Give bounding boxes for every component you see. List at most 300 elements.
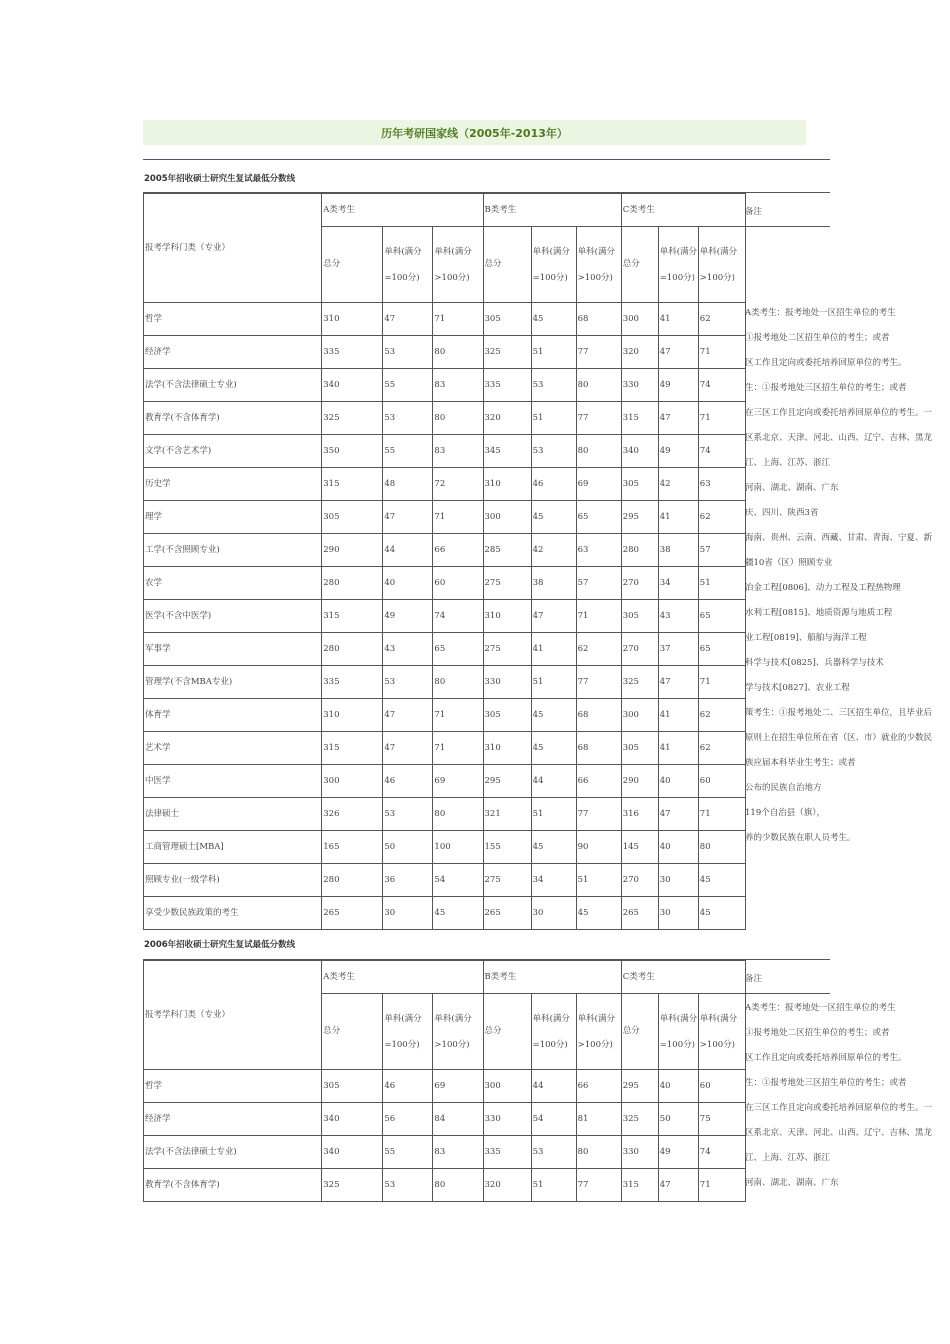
total-header-a: 总分 — [322, 994, 383, 1070]
score-cell: 53 — [383, 1169, 433, 1202]
score-cell: 47 — [383, 732, 433, 765]
score-cell: 325 — [322, 1169, 383, 1202]
score-cell: 310 — [322, 303, 383, 336]
subject-cell: 军事学 — [144, 633, 322, 666]
group-c-header: C类考生 — [621, 961, 745, 994]
score-cell: 280 — [322, 864, 383, 897]
table-row — [144, 897, 746, 930]
score-cell: 75 — [698, 1103, 745, 1136]
score-cell: 71 — [433, 732, 483, 765]
score-cell: 60 — [433, 567, 483, 600]
subject-cell: 文学(不含艺术学) — [144, 435, 322, 468]
score-cell: 50 — [658, 1103, 698, 1136]
score-cell: 47 — [383, 699, 433, 732]
table-row — [144, 402, 746, 435]
score-cell: 350 — [322, 435, 383, 468]
total-header-c: 总分 — [621, 227, 658, 303]
score-cell: 72 — [433, 468, 483, 501]
subject-cell: 法律硕士 — [144, 798, 322, 831]
score-cell: 62 — [698, 732, 745, 765]
score-cell: 41 — [531, 633, 576, 666]
score-cell: 295 — [483, 765, 531, 798]
score-cell: 51 — [698, 567, 745, 600]
score-cell: 310 — [322, 699, 383, 732]
score-cell: 290 — [621, 765, 658, 798]
score-cell: 51 — [576, 864, 621, 897]
table-row — [144, 831, 746, 864]
score-cell: 71 — [698, 1169, 745, 1202]
score-cell: 316 — [621, 798, 658, 831]
score-cell: 66 — [576, 765, 621, 798]
score-cell: 42 — [531, 534, 576, 567]
score-cell: 305 — [621, 732, 658, 765]
table-row — [144, 303, 746, 336]
score-cell: 50 — [383, 831, 433, 864]
score-cell: 49 — [383, 600, 433, 633]
score-cell: 305 — [322, 501, 383, 534]
single-over-100-header-a: 单科(满分>100分) — [433, 227, 483, 303]
score-cell: 45 — [531, 831, 576, 864]
table-row — [144, 567, 746, 600]
score-cell: 270 — [621, 864, 658, 897]
remark-line: 策考生：①报考地处二、三区招生单位，且毕业后 — [745, 708, 933, 718]
score-cell: 43 — [383, 633, 433, 666]
subject-cell: 中医学 — [144, 765, 322, 798]
score-cell: 69 — [433, 1070, 483, 1103]
score-cell: 34 — [531, 864, 576, 897]
score-cell: 71 — [698, 666, 745, 699]
score-cell: 51 — [531, 798, 576, 831]
score-cell: 30 — [531, 897, 576, 930]
table-row — [144, 369, 746, 402]
score-cell: 53 — [383, 798, 433, 831]
single-over-100-header-c: 单科(满分>100分) — [698, 227, 745, 303]
score-cell: 30 — [383, 897, 433, 930]
score-cell: 74 — [698, 435, 745, 468]
score-cell: 74 — [698, 369, 745, 402]
subject-cell: 哲学 — [144, 1070, 322, 1103]
remark-line: 区系北京、天津、河北、山西、辽宁、吉林、黑龙 — [745, 1128, 933, 1138]
group-b-header: B类考生 — [483, 961, 621, 994]
score-cell: 305 — [483, 699, 531, 732]
score-cell: 270 — [621, 633, 658, 666]
score-cell: 41 — [658, 699, 698, 732]
score-cell: 49 — [658, 1136, 698, 1169]
score-cell: 80 — [433, 402, 483, 435]
table-top-rule — [143, 159, 830, 160]
score-cell: 53 — [383, 336, 433, 369]
score-cell: 53 — [383, 666, 433, 699]
score-cell: 71 — [433, 699, 483, 732]
score-table-2006 — [143, 960, 746, 1202]
score-cell: 66 — [433, 534, 483, 567]
score-cell: 47 — [658, 336, 698, 369]
group-c-header: C类考生 — [621, 194, 745, 227]
score-cell: 155 — [483, 831, 531, 864]
score-cell: 74 — [698, 1136, 745, 1169]
score-cell: 77 — [576, 798, 621, 831]
score-cell: 265 — [621, 897, 658, 930]
remark-line: 区工作且定向或委托培养回原单位的考生。 — [745, 358, 907, 368]
subject-cell: 体育学 — [144, 699, 322, 732]
subject-cell: 工商管理硕士[MBA] — [144, 831, 322, 864]
table-row — [144, 798, 746, 831]
remark-line: 区工作且定向或委托培养回原单位的考生。 — [745, 1053, 907, 1063]
table-row — [144, 336, 746, 369]
score-cell: 77 — [576, 336, 621, 369]
single-over-100-header-c: 单科(满分>100分) — [698, 994, 745, 1070]
score-cell: 46 — [383, 765, 433, 798]
score-cell: 55 — [383, 435, 433, 468]
score-cell: 345 — [483, 435, 531, 468]
score-cell: 320 — [621, 336, 658, 369]
score-cell: 53 — [531, 1136, 576, 1169]
single-100-header-b: 单科(满分=100分) — [531, 227, 576, 303]
score-cell: 40 — [383, 567, 433, 600]
score-cell: 321 — [483, 798, 531, 831]
single-100-header-a: 单科(满分=100分) — [383, 227, 433, 303]
single-100-header-c: 单科(满分=100分) — [658, 994, 698, 1070]
score-cell: 41 — [658, 501, 698, 534]
score-cell: 47 — [658, 402, 698, 435]
remarks-2006 — [745, 996, 950, 1196]
score-cell: 49 — [658, 435, 698, 468]
remark-line: A类考生：报考地处一区招生单位的考生 — [745, 1003, 896, 1013]
score-cell: 265 — [483, 897, 531, 930]
score-cell: 305 — [621, 468, 658, 501]
subject-cell: 经济学 — [144, 1103, 322, 1136]
score-cell: 80 — [576, 1136, 621, 1169]
score-cell: 325 — [483, 336, 531, 369]
score-cell: 80 — [576, 369, 621, 402]
table-row — [144, 1169, 746, 1202]
score-cell: 100 — [433, 831, 483, 864]
score-cell: 46 — [531, 468, 576, 501]
score-cell: 47 — [658, 798, 698, 831]
score-cell: 47 — [383, 303, 433, 336]
page-title: 历年考研国家线（2005年-2013年） — [143, 120, 806, 145]
score-cell: 77 — [576, 1169, 621, 1202]
score-cell: 69 — [433, 765, 483, 798]
score-cell: 74 — [433, 600, 483, 633]
remark-line: ①报考地处二区招生单位的考生；或者 — [745, 333, 890, 343]
score-cell: 71 — [698, 336, 745, 369]
section-title-2005: 2005年招收硕士研究生复试最低分数线 — [144, 174, 296, 184]
single-100-header-c: 单科(满分=100分) — [658, 227, 698, 303]
table-row — [144, 765, 746, 798]
remark-header: 备注 — [745, 207, 763, 217]
score-cell: 81 — [576, 1103, 621, 1136]
score-cell: 30 — [658, 897, 698, 930]
subject-cell: 享受少数民族政策的考生 — [144, 897, 322, 930]
score-cell: 45 — [531, 699, 576, 732]
table-row — [144, 864, 746, 897]
subject-cell: 历史学 — [144, 468, 322, 501]
score-cell: 40 — [658, 765, 698, 798]
score-cell: 68 — [576, 732, 621, 765]
score-cell: 60 — [698, 765, 745, 798]
score-cell: 330 — [483, 1103, 531, 1136]
subject-cell: 法学(不含法律硕士专业) — [144, 1136, 322, 1169]
score-cell: 40 — [658, 1070, 698, 1103]
score-cell: 57 — [576, 567, 621, 600]
score-cell: 295 — [621, 1070, 658, 1103]
score-cell: 44 — [383, 534, 433, 567]
score-cell: 310 — [483, 468, 531, 501]
score-cell: 310 — [483, 732, 531, 765]
score-cell: 48 — [383, 468, 433, 501]
score-cell: 80 — [576, 435, 621, 468]
single-over-100-header-a: 单科(满分>100分) — [433, 994, 483, 1070]
score-cell: 53 — [531, 435, 576, 468]
table-row — [144, 468, 746, 501]
score-cell: 270 — [621, 567, 658, 600]
score-cell: 77 — [576, 402, 621, 435]
table-row — [144, 633, 746, 666]
score-cell: 36 — [383, 864, 433, 897]
score-cell: 71 — [698, 402, 745, 435]
remark-line: 江、上海、江苏、浙江 — [745, 1153, 831, 1163]
score-cell: 62 — [576, 633, 621, 666]
remark-line: 水利工程[0815]、地质资源与地质工程 — [745, 608, 893, 618]
score-cell: 62 — [698, 501, 745, 534]
subject-cell: 管理学(不含MBA专业) — [144, 666, 322, 699]
remark-line: 科学与技术[0825]、兵器科学与技术 — [745, 658, 884, 668]
score-cell: 54 — [531, 1103, 576, 1136]
table-row — [144, 1070, 746, 1103]
score-cell: 335 — [322, 666, 383, 699]
score-cell: 90 — [576, 831, 621, 864]
score-cell: 305 — [322, 1070, 383, 1103]
score-cell: 71 — [698, 798, 745, 831]
subject-cell: 艺术学 — [144, 732, 322, 765]
subject-cell: 教育学(不含体育学) — [144, 402, 322, 435]
score-cell: 315 — [322, 600, 383, 633]
score-cell: 47 — [658, 1169, 698, 1202]
score-cell: 65 — [576, 501, 621, 534]
score-cell: 56 — [383, 1103, 433, 1136]
score-cell: 44 — [531, 1070, 576, 1103]
score-cell: 71 — [433, 303, 483, 336]
score-cell: 315 — [621, 402, 658, 435]
score-cell: 315 — [322, 732, 383, 765]
score-cell: 320 — [483, 1169, 531, 1202]
score-cell: 47 — [383, 501, 433, 534]
remark-line: 在三区工作且定向或委托培养回原单位的考生。一 — [745, 1103, 933, 1113]
score-cell: 51 — [531, 666, 576, 699]
score-cell: 45 — [698, 897, 745, 930]
remarks-2005 — [745, 301, 950, 851]
remark-line: A类考生：报考地处一区招生单位的考生 — [745, 308, 896, 318]
score-cell: 300 — [483, 501, 531, 534]
remark-line: 区系北京、天津、河北、山西、辽宁、吉林、黑龙 — [745, 433, 933, 443]
remark-line: 养的少数民族在职人员考生。 — [745, 833, 856, 843]
table-row — [144, 732, 746, 765]
score-cell: 80 — [698, 831, 745, 864]
score-cell: 47 — [531, 600, 576, 633]
score-cell: 71 — [576, 600, 621, 633]
score-cell: 280 — [322, 567, 383, 600]
score-cell: 290 — [322, 534, 383, 567]
score-cell: 340 — [322, 1103, 383, 1136]
group-b-header: B类考生 — [483, 194, 621, 227]
subject-cell: 照顾专业(一级学科) — [144, 864, 322, 897]
score-cell: 41 — [658, 732, 698, 765]
score-cell: 280 — [621, 534, 658, 567]
score-cell: 275 — [483, 864, 531, 897]
score-cell: 53 — [531, 369, 576, 402]
score-cell: 80 — [433, 1169, 483, 1202]
remark-line: 原则上在招生单位所在省（区、市）就业的少数民 — [745, 733, 933, 743]
score-cell: 63 — [698, 468, 745, 501]
score-cell: 38 — [531, 567, 576, 600]
score-cell: 330 — [483, 666, 531, 699]
score-cell: 46 — [383, 1070, 433, 1103]
score-cell: 145 — [621, 831, 658, 864]
subject-cell: 工学(不含照顾专业) — [144, 534, 322, 567]
subject-cell: 理学 — [144, 501, 322, 534]
score-cell: 326 — [322, 798, 383, 831]
score-cell: 83 — [433, 369, 483, 402]
score-cell: 300 — [621, 303, 658, 336]
total-header-b: 总分 — [483, 994, 531, 1070]
subject-cell: 经济学 — [144, 336, 322, 369]
score-cell: 335 — [322, 336, 383, 369]
score-cell: 68 — [576, 303, 621, 336]
single-100-header-b: 单科(满分=100分) — [531, 994, 576, 1070]
remark-line: ①报考地处二区招生单位的考生；或者 — [745, 1028, 890, 1038]
score-cell: 45 — [531, 732, 576, 765]
subject-cell: 农学 — [144, 567, 322, 600]
score-cell: 295 — [621, 501, 658, 534]
score-cell: 335 — [483, 369, 531, 402]
score-cell: 335 — [483, 1136, 531, 1169]
group-a-header: A类考生 — [322, 194, 483, 227]
group-a-header: A类考生 — [322, 961, 483, 994]
score-cell: 330 — [621, 369, 658, 402]
score-cell: 43 — [658, 600, 698, 633]
score-cell: 63 — [576, 534, 621, 567]
score-cell: 53 — [383, 402, 433, 435]
remark-header: 备注 — [745, 974, 763, 984]
remark-line: 公布的民族自治地方 — [745, 783, 822, 793]
score-cell: 300 — [483, 1070, 531, 1103]
score-cell: 65 — [433, 633, 483, 666]
subject-cell: 教育学(不含体育学) — [144, 1169, 322, 1202]
score-cell: 275 — [483, 567, 531, 600]
score-cell: 77 — [576, 666, 621, 699]
score-cell: 62 — [698, 303, 745, 336]
score-cell: 330 — [621, 1136, 658, 1169]
score-cell: 47 — [658, 666, 698, 699]
score-cell: 68 — [576, 699, 621, 732]
score-cell: 45 — [433, 897, 483, 930]
score-cell: 55 — [383, 369, 433, 402]
score-table-2005 — [143, 193, 746, 930]
remark-line: 族应届本科毕业生考生；或者 — [745, 758, 856, 768]
score-cell: 300 — [621, 699, 658, 732]
score-cell: 280 — [322, 633, 383, 666]
remark-line: 119个自治县（旗）， — [745, 808, 825, 818]
score-cell: 38 — [658, 534, 698, 567]
score-cell: 65 — [698, 600, 745, 633]
score-cell: 305 — [621, 600, 658, 633]
subject-header: 报考学科门类（专业） — [144, 194, 322, 303]
score-cell: 51 — [531, 336, 576, 369]
remark-rule — [745, 993, 830, 994]
remark-line: 海南、贵州、云南、西藏、甘肃、青海、宁夏、新 — [745, 533, 933, 543]
score-cell: 34 — [658, 567, 698, 600]
score-cell: 80 — [433, 666, 483, 699]
score-cell: 57 — [698, 534, 745, 567]
score-cell: 285 — [483, 534, 531, 567]
subject-header: 报考学科门类（专业） — [144, 961, 322, 1070]
table-row — [144, 1136, 746, 1169]
table-row — [144, 666, 746, 699]
single-100-header-a: 单科(满分=100分) — [383, 994, 433, 1070]
remark-line: 生：①报考地处三区招生单位的考生；或者 — [745, 383, 907, 393]
score-cell: 80 — [433, 336, 483, 369]
table-row — [144, 699, 746, 732]
score-cell: 265 — [322, 897, 383, 930]
score-cell: 54 — [433, 864, 483, 897]
score-cell: 62 — [698, 699, 745, 732]
score-cell: 45 — [576, 897, 621, 930]
remark-line: 在三区工作且定向或委托培养回原单位的考生。一 — [745, 408, 933, 418]
score-cell: 275 — [483, 633, 531, 666]
score-cell: 84 — [433, 1103, 483, 1136]
score-cell: 45 — [531, 303, 576, 336]
score-cell: 320 — [483, 402, 531, 435]
score-cell: 66 — [576, 1070, 621, 1103]
remark-line: 庆、四川、陕西3省 — [745, 508, 819, 518]
score-cell: 80 — [433, 798, 483, 831]
score-cell: 315 — [322, 468, 383, 501]
score-cell: 49 — [658, 369, 698, 402]
remark-line: 生：①报考地处三区招生单位的考生；或者 — [745, 1078, 907, 1088]
score-cell: 51 — [531, 1169, 576, 1202]
score-cell: 83 — [433, 1136, 483, 1169]
score-cell: 165 — [322, 831, 383, 864]
score-cell: 40 — [658, 831, 698, 864]
subject-cell: 哲学 — [144, 303, 322, 336]
score-cell: 45 — [698, 864, 745, 897]
score-cell: 30 — [658, 864, 698, 897]
table-row — [144, 501, 746, 534]
remark-line: 河南、湖北、湖南、广东 — [745, 483, 839, 493]
total-header-a: 总分 — [322, 227, 383, 303]
table-row — [144, 1103, 746, 1136]
score-cell: 45 — [531, 501, 576, 534]
score-cell: 42 — [658, 468, 698, 501]
score-cell: 44 — [531, 765, 576, 798]
score-cell: 65 — [698, 633, 745, 666]
section-title-2006: 2006年招收硕士研究生复试最低分数线 — [144, 940, 296, 950]
table-row — [144, 435, 746, 468]
score-cell: 325 — [621, 666, 658, 699]
remark-line: 江、上海、江苏、浙江 — [745, 458, 831, 468]
score-cell: 325 — [322, 402, 383, 435]
remark-line: 疆10省（区）照顾专业 — [745, 558, 833, 568]
score-cell: 340 — [322, 1136, 383, 1169]
score-cell: 60 — [698, 1070, 745, 1103]
score-cell: 340 — [621, 435, 658, 468]
table-row — [144, 600, 746, 633]
remark-line: 学与技术[0827]、农业工程 — [745, 683, 850, 693]
score-cell: 69 — [576, 468, 621, 501]
single-over-100-header-b: 单科(满分>100分) — [576, 994, 621, 1070]
score-cell: 55 — [383, 1136, 433, 1169]
